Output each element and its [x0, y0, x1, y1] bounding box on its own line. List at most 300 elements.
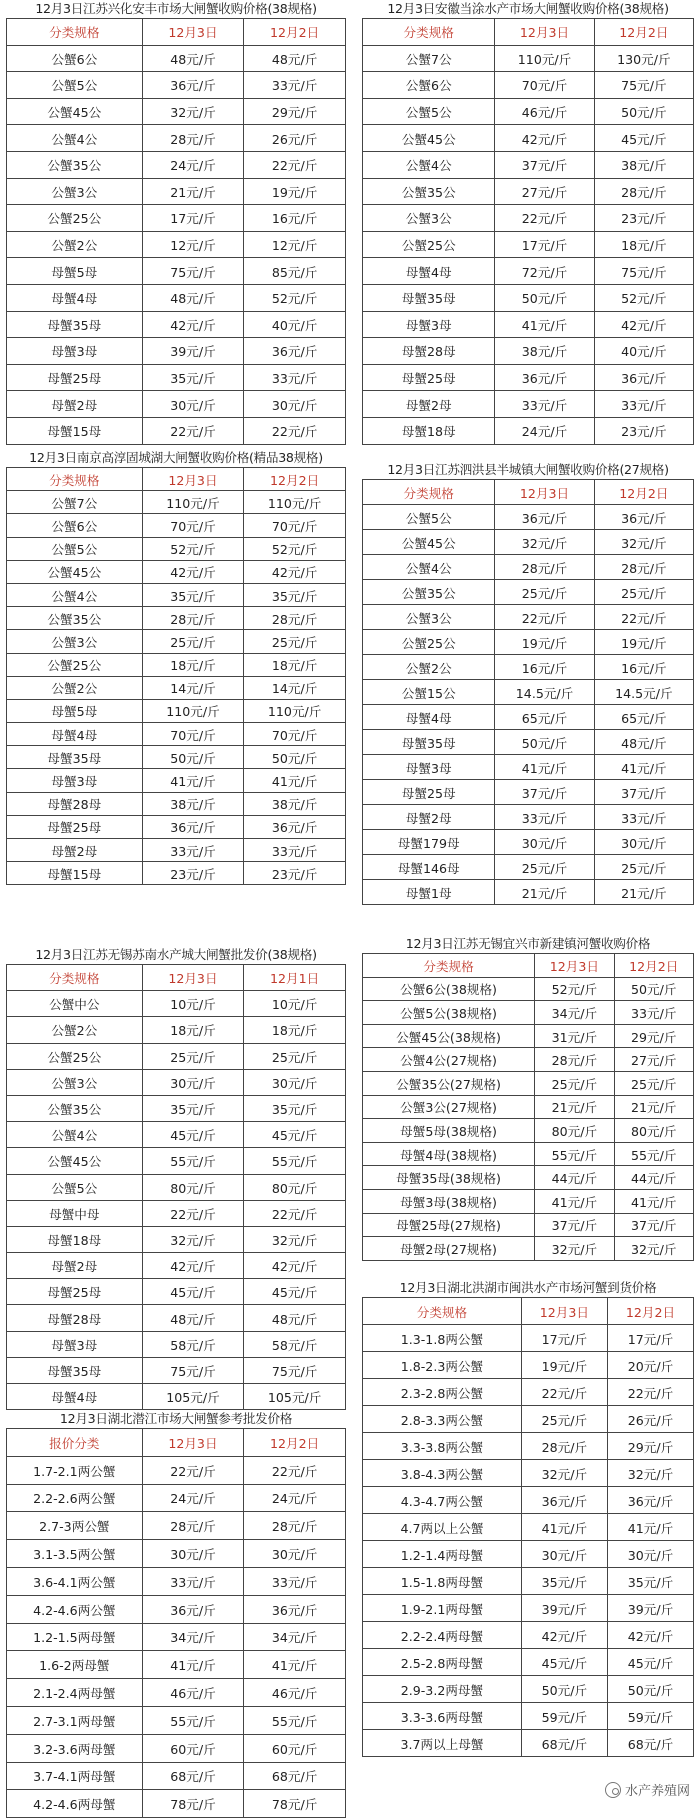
table-title: 12月3日南京高淳固城湖大闸蟹收购价格(精品38规格) — [29, 450, 323, 465]
table-row — [7, 1567, 346, 1595]
price-cell: 42元/斤 — [521, 1622, 607, 1649]
price-cell: 70元/斤 — [244, 723, 346, 746]
column-header: 12月3日 — [142, 1429, 244, 1457]
price-cell: 34元/斤 — [142, 1623, 244, 1651]
price-cell: 22元/斤 — [244, 151, 346, 178]
price-cell: 52元/斤 — [594, 284, 693, 311]
table-row — [7, 417, 346, 444]
price-cell: 19元/斤 — [521, 1352, 607, 1379]
table-row — [7, 1762, 346, 1790]
table-row — [7, 391, 346, 418]
category-cell: 公蟹35公 — [7, 607, 143, 630]
table-row — [363, 1189, 694, 1213]
price-cell: 41元/斤 — [142, 769, 244, 792]
table-row — [7, 258, 346, 285]
price-cell: 22元/斤 — [607, 1379, 693, 1406]
table-row — [363, 178, 694, 205]
table-title: 12月3日湖北潜江市场大闸蟹参考批发价格 — [59, 1411, 293, 1426]
price-cell: 32元/斤 — [142, 98, 244, 125]
category-cell: 公蟹2公 — [7, 676, 143, 699]
price-cell: 28元/斤 — [535, 1048, 614, 1072]
price-cell: 32元/斤 — [614, 1237, 693, 1261]
price-cell: 23元/斤 — [244, 862, 346, 885]
price-cell: 36元/斤 — [244, 815, 346, 838]
price-cell: 32元/斤 — [244, 1226, 346, 1252]
category-cell: 母蟹35母 — [363, 730, 495, 755]
price-cell: 21元/斤 — [495, 880, 594, 905]
table-row — [363, 680, 694, 705]
category-cell: 母蟹25母 — [7, 364, 143, 391]
category-cell: 公蟹3公 — [7, 178, 143, 205]
category-cell: 母蟹25母 — [7, 1279, 143, 1305]
table-row — [7, 583, 346, 606]
category-cell: 3.7-4.1两母蟹 — [7, 1762, 143, 1790]
price-cell: 48元/斤 — [244, 1305, 346, 1331]
category-cell: 母蟹2母 — [7, 1253, 143, 1279]
price-cell: 36元/斤 — [521, 1487, 607, 1514]
column-header: 12月1日 — [244, 965, 346, 991]
price-cell: 50元/斤 — [607, 1676, 693, 1703]
column-header: 12月2日 — [607, 1298, 693, 1325]
category-cell: 公蟹35公 — [363, 178, 495, 205]
price-cell: 32元/斤 — [495, 530, 594, 555]
column-header: 12月2日 — [244, 468, 346, 491]
category-cell: 公蟹6公(38规格) — [363, 977, 535, 1001]
table-row — [7, 1734, 346, 1762]
price-cell: 50元/斤 — [244, 746, 346, 769]
price-cell: 41元/斤 — [607, 1514, 693, 1541]
category-cell: 2.2-2.6两公蟹 — [7, 1484, 143, 1512]
price-cell: 35元/斤 — [142, 583, 244, 606]
table-row — [363, 977, 694, 1001]
table-row — [363, 258, 694, 285]
price-cell: 22元/斤 — [244, 417, 346, 444]
table-row — [7, 723, 346, 746]
table-block — [6, 1410, 346, 1818]
table-row — [7, 1305, 346, 1331]
price-cell: 20元/斤 — [607, 1352, 693, 1379]
table-title: 12月3日江苏泗洪县半城镇大闸蟹收购价格(27规格) — [387, 462, 669, 477]
table-row — [7, 1357, 346, 1383]
table-row — [7, 653, 346, 676]
category-cell: 公蟹35公 — [7, 1095, 143, 1121]
column-header: 12月3日 — [495, 480, 594, 505]
price-cell: 19元/斤 — [244, 178, 346, 205]
price-cell: 110元/斤 — [495, 45, 594, 72]
table-row — [7, 1540, 346, 1568]
table-row — [363, 1325, 694, 1352]
price-cell: 34元/斤 — [244, 1623, 346, 1651]
price-cell: 75元/斤 — [244, 1357, 346, 1383]
price-cell: 45元/斤 — [244, 1279, 346, 1305]
price-cell: 37元/斤 — [614, 1213, 693, 1237]
table-row — [363, 605, 694, 630]
column-header: 分类规格 — [363, 1298, 522, 1325]
price-cell: 21元/斤 — [614, 1095, 693, 1119]
price-cell: 25元/斤 — [495, 855, 594, 880]
price-cell: 35元/斤 — [607, 1568, 693, 1595]
price-cell: 33元/斤 — [495, 805, 594, 830]
category-cell: 公蟹3公 — [7, 1069, 143, 1095]
header-row — [7, 965, 346, 991]
table-row — [363, 72, 694, 99]
table-row — [7, 151, 346, 178]
price-cell: 58元/斤 — [244, 1331, 346, 1357]
price-cell: 14.5元/斤 — [495, 680, 594, 705]
price-cell: 30元/斤 — [495, 830, 594, 855]
price-cell: 28元/斤 — [142, 125, 244, 152]
category-cell: 母蟹5母(38规格) — [363, 1119, 535, 1143]
price-cell: 105元/斤 — [244, 1384, 346, 1410]
category-cell: 公蟹25公 — [363, 630, 495, 655]
price-cell: 12元/斤 — [244, 231, 346, 258]
table-row — [363, 125, 694, 152]
category-cell: 1.5-1.8两母蟹 — [363, 1568, 522, 1595]
table-row — [363, 1001, 694, 1025]
price-cell: 75元/斤 — [142, 1357, 244, 1383]
table-row — [363, 880, 694, 905]
category-cell: 公蟹3公 — [363, 205, 495, 232]
category-cell: 母蟹179母 — [363, 830, 495, 855]
price-cell: 16元/斤 — [495, 655, 594, 680]
price-cell: 22元/斤 — [142, 1200, 244, 1226]
price-cell: 30元/斤 — [521, 1541, 607, 1568]
category-cell: 公蟹5公(38规格) — [363, 1001, 535, 1025]
category-cell: 4.2-4.6两公蟹 — [7, 1595, 143, 1623]
price-cell: 37元/斤 — [495, 780, 594, 805]
price-cell: 36元/斤 — [244, 1595, 346, 1623]
price-cell: 21元/斤 — [142, 178, 244, 205]
table-row — [7, 815, 346, 838]
table-row — [7, 1790, 346, 1818]
table-row — [363, 98, 694, 125]
price-cell: 22元/斤 — [495, 605, 594, 630]
price-cell: 18元/斤 — [244, 653, 346, 676]
price-cell: 30元/斤 — [244, 1540, 346, 1568]
category-cell: 公蟹2公 — [7, 1017, 143, 1043]
price-cell: 65元/斤 — [594, 705, 693, 730]
price-cell: 21元/斤 — [594, 880, 693, 905]
price-table — [6, 18, 346, 445]
category-cell: 公蟹35公 — [7, 151, 143, 178]
price-cell: 41元/斤 — [614, 1189, 693, 1213]
table-row — [363, 1024, 694, 1048]
price-cell: 22元/斤 — [142, 417, 244, 444]
price-cell: 30元/斤 — [594, 830, 693, 855]
price-cell: 45元/斤 — [521, 1649, 607, 1676]
price-cell: 110元/斤 — [142, 491, 244, 514]
table-row — [363, 830, 694, 855]
category-cell: 母蟹中母 — [7, 1200, 143, 1226]
category-cell: 公蟹5公 — [7, 537, 143, 560]
category-cell: 母蟹4母 — [7, 284, 143, 311]
price-cell: 55元/斤 — [614, 1142, 693, 1166]
price-cell: 41元/斤 — [495, 755, 594, 780]
price-cell: 24元/斤 — [244, 1484, 346, 1512]
price-cell: 68元/斤 — [142, 1762, 244, 1790]
price-cell: 25元/斤 — [142, 630, 244, 653]
price-cell: 17元/斤 — [521, 1325, 607, 1352]
price-cell: 36元/斤 — [607, 1487, 693, 1514]
table-row — [7, 364, 346, 391]
price-cell: 42元/斤 — [495, 125, 594, 152]
column-header: 12月3日 — [142, 965, 244, 991]
price-cell: 110元/斤 — [244, 699, 346, 722]
price-cell: 85元/斤 — [244, 258, 346, 285]
price-cell: 70元/斤 — [142, 514, 244, 537]
price-cell: 30元/斤 — [142, 1069, 244, 1095]
column-header: 12月3日 — [142, 19, 244, 46]
price-cell: 33元/斤 — [594, 805, 693, 830]
table-row — [363, 1433, 694, 1460]
price-cell: 29元/斤 — [607, 1433, 693, 1460]
price-cell: 50元/斤 — [594, 98, 693, 125]
table-row — [363, 655, 694, 680]
category-cell: 母蟹28母 — [363, 338, 495, 365]
table-row — [363, 755, 694, 780]
price-cell: 38元/斤 — [594, 151, 693, 178]
price-cell: 38元/斤 — [142, 792, 244, 815]
category-cell: 1.6-2两母蟹 — [7, 1651, 143, 1679]
table-row — [363, 1119, 694, 1143]
price-cell: 33元/斤 — [142, 1567, 244, 1595]
price-cell: 36元/斤 — [244, 338, 346, 365]
table-row — [363, 338, 694, 365]
price-cell: 55元/斤 — [244, 1148, 346, 1174]
table-row — [7, 991, 346, 1017]
category-cell: 母蟹4母 — [363, 705, 495, 730]
table-row — [7, 72, 346, 99]
category-cell: 公蟹4公 — [363, 555, 495, 580]
price-cell: 22元/斤 — [495, 205, 594, 232]
table-row — [7, 560, 346, 583]
category-cell: 母蟹3母 — [363, 755, 495, 780]
table-row — [7, 769, 346, 792]
price-cell: 42元/斤 — [244, 1253, 346, 1279]
table-row — [363, 780, 694, 805]
price-cell: 59元/斤 — [521, 1703, 607, 1730]
category-cell: 公蟹5公 — [363, 98, 495, 125]
table-block — [362, 1279, 694, 1757]
table-block — [362, 935, 694, 1261]
price-cell: 33元/斤 — [495, 391, 594, 418]
category-cell: 4.3-4.7两公蟹 — [363, 1487, 522, 1514]
price-cell: 17元/斤 — [495, 231, 594, 258]
price-cell: 28元/斤 — [521, 1433, 607, 1460]
price-cell: 33元/斤 — [244, 364, 346, 391]
price-cell: 22元/斤 — [244, 1200, 346, 1226]
category-cell: 公蟹4公 — [7, 1122, 143, 1148]
price-cell: 33元/斤 — [614, 1001, 693, 1025]
table-row — [363, 1379, 694, 1406]
price-cell: 29元/斤 — [244, 98, 346, 125]
category-cell: 母蟹35母 — [363, 284, 495, 311]
category-cell: 母蟹1母 — [363, 880, 495, 905]
table-row — [7, 1484, 346, 1512]
table-row — [7, 311, 346, 338]
table-row — [363, 1406, 694, 1433]
column-header: 分类规格 — [363, 954, 535, 978]
price-cell: 25元/斤 — [594, 855, 693, 880]
price-cell: 30元/斤 — [244, 391, 346, 418]
price-cell: 68元/斤 — [244, 1762, 346, 1790]
table-row — [363, 45, 694, 72]
price-cell: 14元/斤 — [142, 676, 244, 699]
category-cell: 公蟹45公 — [7, 1148, 143, 1174]
price-cell: 50元/斤 — [495, 730, 594, 755]
category-cell: 1.3-1.8两公蟹 — [363, 1325, 522, 1352]
price-cell: 25元/斤 — [142, 1043, 244, 1069]
table-row — [363, 1703, 694, 1730]
price-cell: 42元/斤 — [142, 1253, 244, 1279]
category-cell: 母蟹25母 — [363, 780, 495, 805]
price-cell: 45元/斤 — [607, 1649, 693, 1676]
table-row — [363, 1237, 694, 1261]
price-cell: 70元/斤 — [244, 514, 346, 537]
column-header: 报价分类 — [7, 1429, 143, 1457]
category-cell: 2.3-2.8两公蟹 — [363, 1379, 522, 1406]
price-cell: 18元/斤 — [142, 653, 244, 676]
price-cell: 60元/斤 — [142, 1734, 244, 1762]
table-row — [363, 1048, 694, 1072]
column-header: 12月2日 — [594, 19, 693, 46]
category-cell: 公蟹4公 — [363, 151, 495, 178]
table-row — [7, 231, 346, 258]
category-cell: 公蟹45公 — [7, 98, 143, 125]
table-row — [7, 1122, 346, 1148]
category-cell: 公蟹6公 — [363, 72, 495, 99]
price-cell: 41元/斤 — [521, 1514, 607, 1541]
column-header: 12月3日 — [535, 954, 614, 978]
category-cell: 1.8-2.3两公蟹 — [363, 1352, 522, 1379]
category-cell: 公蟹2公 — [363, 655, 495, 680]
price-cell: 105元/斤 — [142, 1384, 244, 1410]
price-cell: 28元/斤 — [142, 1512, 244, 1540]
price-cell: 27元/斤 — [495, 178, 594, 205]
header-row — [7, 1429, 346, 1457]
category-cell: 母蟹28母 — [7, 1305, 143, 1331]
table-row — [7, 1095, 346, 1121]
price-cell: 52元/斤 — [535, 977, 614, 1001]
table-row — [7, 676, 346, 699]
price-cell: 42元/斤 — [594, 311, 693, 338]
price-cell: 37元/斤 — [495, 151, 594, 178]
category-cell: 公蟹35公 — [363, 580, 495, 605]
category-cell: 4.7两以上公蟹 — [363, 1514, 522, 1541]
table-row — [7, 1253, 346, 1279]
price-cell: 34元/斤 — [535, 1001, 614, 1025]
table-row — [7, 45, 346, 72]
price-cell: 36元/斤 — [594, 364, 693, 391]
column-header: 12月2日 — [614, 954, 693, 978]
category-cell: 公蟹3公 — [7, 630, 143, 653]
category-cell: 公蟹7公 — [7, 491, 143, 514]
category-cell: 1.2-1.5两母蟹 — [7, 1623, 143, 1651]
table-block — [6, 0, 346, 445]
category-cell: 母蟹25母 — [363, 364, 495, 391]
table-row — [363, 1071, 694, 1095]
price-cell: 35元/斤 — [244, 583, 346, 606]
category-cell: 公蟹3公(27规格) — [363, 1095, 535, 1119]
table-row — [363, 1487, 694, 1514]
price-cell: 45元/斤 — [594, 125, 693, 152]
category-cell: 母蟹3母 — [7, 1331, 143, 1357]
price-cell: 75元/斤 — [142, 258, 244, 285]
price-cell: 41元/斤 — [535, 1189, 614, 1213]
category-cell: 公蟹4公(27规格) — [363, 1048, 535, 1072]
category-cell: 公蟹5公 — [363, 505, 495, 530]
table-row — [7, 98, 346, 125]
category-cell: 公蟹4公 — [7, 583, 143, 606]
column-header: 12月2日 — [594, 480, 693, 505]
table-row — [7, 746, 346, 769]
column-header: 12月3日 — [142, 468, 244, 491]
table-row — [7, 699, 346, 722]
category-cell: 公蟹45公 — [7, 560, 143, 583]
category-cell: 母蟹35母 — [7, 746, 143, 769]
price-cell: 25元/斤 — [535, 1071, 614, 1095]
price-cell: 26元/斤 — [244, 125, 346, 152]
price-cell: 33元/斤 — [142, 839, 244, 862]
table-row — [7, 1069, 346, 1095]
table-row — [7, 537, 346, 560]
category-cell: 母蟹35母 — [7, 311, 143, 338]
category-cell: 母蟹25母(27规格) — [363, 1213, 535, 1237]
table-row — [7, 1679, 346, 1707]
price-cell: 41元/斤 — [594, 755, 693, 780]
price-cell: 32元/斤 — [521, 1460, 607, 1487]
table-block — [6, 946, 346, 1410]
table-row — [7, 514, 346, 537]
category-cell: 母蟹15母 — [7, 417, 143, 444]
table-title: 12月3日江苏无锡苏南水产城大闸蟹批发价(38规格) — [35, 947, 317, 962]
category-cell: 母蟹3母 — [7, 338, 143, 365]
category-cell: 母蟹35母(38规格) — [363, 1166, 535, 1190]
category-cell: 母蟹5母 — [7, 699, 143, 722]
price-cell: 41元/斤 — [244, 769, 346, 792]
price-cell: 25元/斤 — [495, 580, 594, 605]
table-row — [7, 1623, 346, 1651]
category-cell: 公蟹25公 — [363, 231, 495, 258]
price-cell: 80元/斤 — [614, 1119, 693, 1143]
price-cell: 17元/斤 — [142, 205, 244, 232]
price-cell: 41元/斤 — [142, 1651, 244, 1679]
price-cell: 37元/斤 — [535, 1213, 614, 1237]
price-cell: 28元/斤 — [495, 555, 594, 580]
category-cell: 1.2-1.4两母蟹 — [363, 1541, 522, 1568]
category-cell: 2.8-3.3两公蟹 — [363, 1406, 522, 1433]
header-row — [363, 480, 694, 505]
price-cell: 46元/斤 — [244, 1679, 346, 1707]
price-cell: 80元/斤 — [244, 1174, 346, 1200]
table-row — [363, 505, 694, 530]
header-row — [363, 1298, 694, 1325]
price-cell: 25元/斤 — [614, 1071, 693, 1095]
price-cell: 33元/斤 — [244, 1567, 346, 1595]
table-title: 12月3日江苏无锡宜兴市新建镇河蟹收购价格 — [405, 936, 651, 951]
table-row — [7, 1174, 346, 1200]
category-cell: 3.6-4.1两公蟹 — [7, 1567, 143, 1595]
category-cell: 母蟹18母 — [363, 417, 495, 444]
price-cell: 28元/斤 — [594, 178, 693, 205]
category-cell: 3.1-3.5两公蟹 — [7, 1540, 143, 1568]
price-cell: 48元/斤 — [142, 284, 244, 311]
price-cell: 65元/斤 — [495, 705, 594, 730]
column-header: 分类规格 — [7, 468, 143, 491]
price-cell: 18元/斤 — [594, 231, 693, 258]
category-cell: 母蟹15母 — [7, 862, 143, 885]
price-cell: 110元/斤 — [142, 699, 244, 722]
